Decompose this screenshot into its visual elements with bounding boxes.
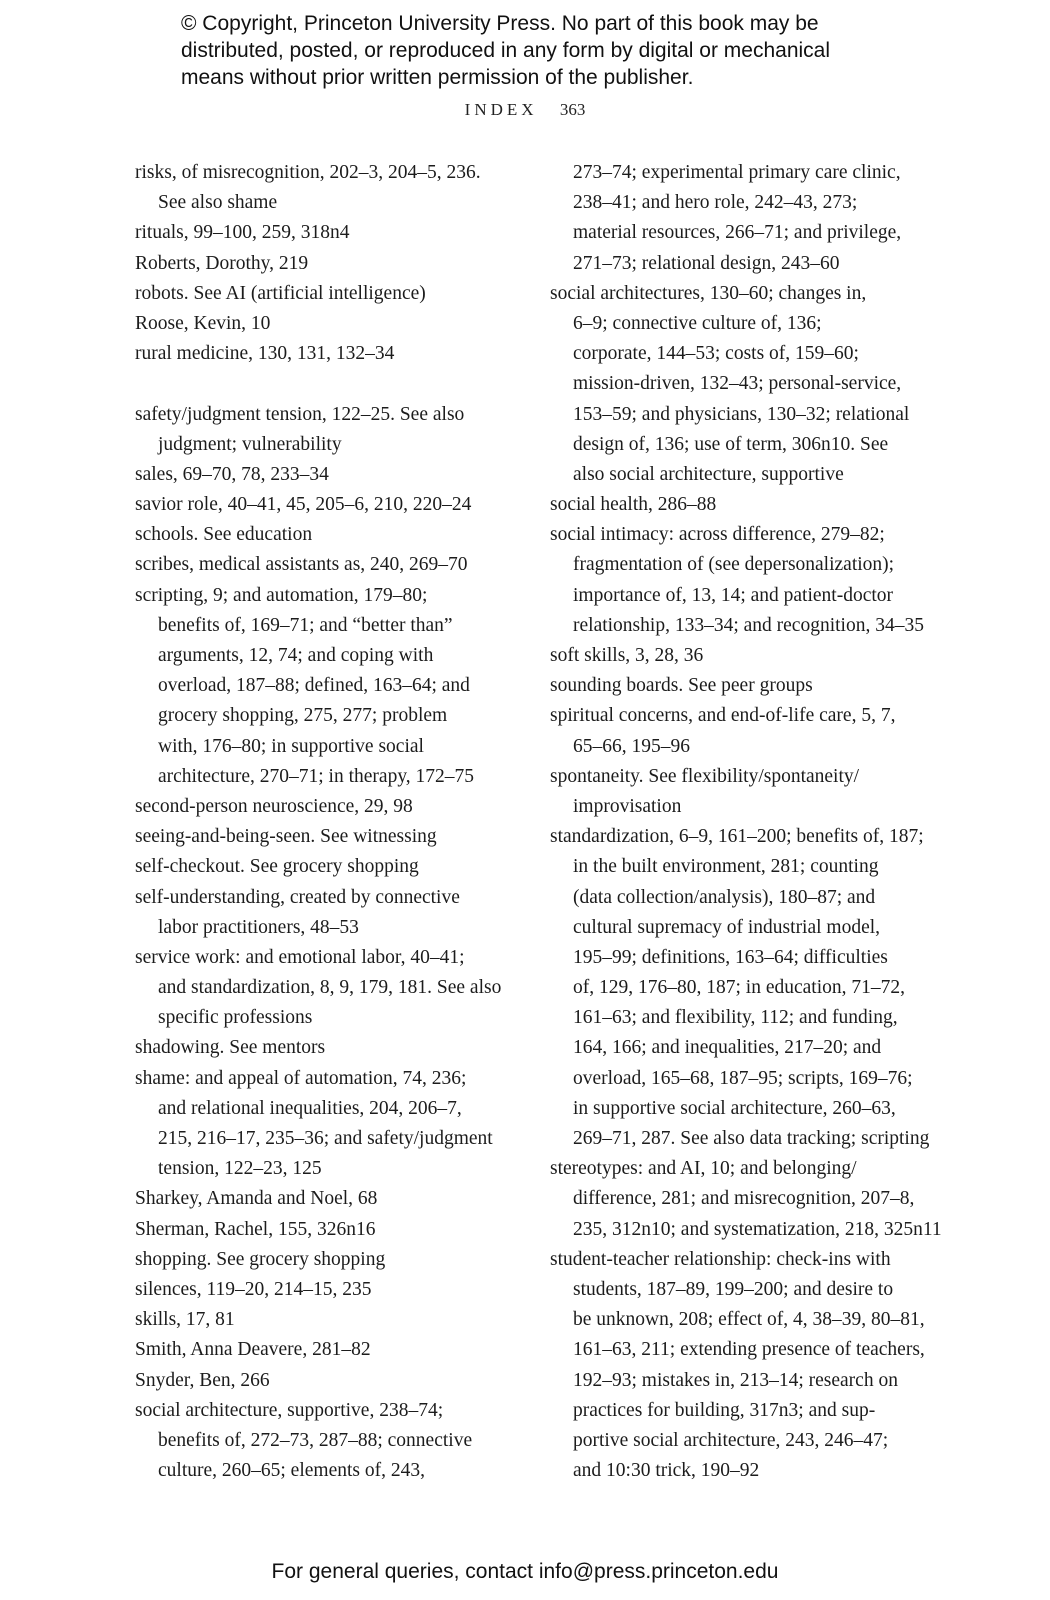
index-entry: stereotypes: and AI, 10; and belonging/ bbox=[550, 1158, 857, 1180]
index-entry-continuation: 195–99; definitions, 163–64; difficulties bbox=[573, 946, 888, 968]
index-entry: social architectures, 130–60; changes in, bbox=[550, 282, 867, 304]
index-entry: sales, 69–70, 78, 233–34 bbox=[135, 463, 329, 485]
index-entry-continuation: overload, 165–68, 187–95; scripts, 169–76; bbox=[573, 1067, 913, 1089]
index-entry: skills, 17, 81 bbox=[135, 1309, 235, 1331]
index-entry-continuation: corporate, 144–53; costs of, 159–60; bbox=[573, 343, 859, 365]
index-entry: Snyder, Ben, 266 bbox=[135, 1369, 270, 1391]
index-entry-continuation: benefits of, 272–73, 287–88; connective bbox=[158, 1429, 473, 1451]
index-entry-continuation: difference, 281; and misrecognition, 207–8, bbox=[573, 1188, 915, 1210]
index-entry: social health, 286–88 bbox=[550, 494, 717, 516]
index-entry: soft skills, 3, 28, 36 bbox=[550, 645, 704, 666]
index-entry-continuation: 164, 166; and inequalities, 217–20; and bbox=[573, 1037, 882, 1059]
index-entry-continuation: be unknown, 208; effect of, 4, 38–39, 80–81, bbox=[573, 1309, 925, 1331]
index-entry-continuation: students, 187–89, 199–200; and desire to bbox=[573, 1278, 894, 1300]
index-entry: self-checkout. See grocery shopping bbox=[135, 856, 419, 878]
index-entry: scripting, 9; and automation, 179–80; bbox=[135, 584, 428, 606]
index-entry: robots. See AI (artificial intelligence) bbox=[135, 282, 426, 304]
index-entry: spontaneity. See flexibility/spontaneity/ bbox=[550, 765, 860, 787]
index-entry: Sharkey, Amanda and Noel, 68 bbox=[135, 1188, 378, 1210]
index-entry-continuation: 65–66, 195–96 bbox=[573, 735, 690, 757]
index-entry-continuation: in supportive social architecture, 260–63, bbox=[573, 1097, 896, 1119]
index-entry: student-teacher relationship: check-ins with bbox=[550, 1248, 891, 1270]
page-number: 363 bbox=[559, 100, 586, 119]
index-entry-continuation: and standardization, 8, 9, 179, 181. See also bbox=[158, 977, 502, 999]
index-entry-continuation: overload, 187–88; defined, 163–64; and bbox=[158, 675, 470, 697]
index-entry: shadowing. See mentors bbox=[135, 1037, 326, 1059]
index-entry: Roose, Kevin, 10 bbox=[135, 312, 271, 334]
index-entry: seeing-and-being-seen. See witnessing bbox=[135, 826, 437, 848]
index-entry: rituals, 99–100, 259, 318n4 bbox=[135, 222, 350, 244]
index-entry-continuation: material resources, 266–71; and privilege, bbox=[573, 222, 902, 244]
index-entry-continuation: relationship, 133–34; and recognition, 34–35 bbox=[573, 614, 924, 636]
index-entry: sounding boards. See peer groups bbox=[550, 675, 813, 697]
index-entry-continuation: See also shame bbox=[158, 192, 278, 214]
copyright-line: distributed, posted, or reproduced in any form by digital or mechanical bbox=[181, 39, 831, 62]
index-column-left bbox=[135, 158, 510, 1486]
index-entry-continuation: 161–63, 211; extending presence of teachers, bbox=[573, 1339, 925, 1361]
copyright-line: © Copyright, Princeton University Press. No part of this book may be bbox=[181, 12, 819, 35]
index-entry-continuation: culture, 260–65; elements of, 243, bbox=[158, 1460, 425, 1482]
index-entry-continuation: labor practitioners, 48–53 bbox=[158, 916, 359, 938]
index-entry: shame: and appeal of automation, 74, 236; bbox=[135, 1067, 467, 1089]
index-entry-continuation: 271–73; relational design, 243–60 bbox=[573, 252, 840, 274]
index-entry-continuation: 235, 312n10; and systematization, 218, 325n11 bbox=[573, 1218, 942, 1240]
index-entry: safety/judgment tension, 122–25. See also bbox=[135, 403, 465, 425]
index-entry-continuation: portive social architecture, 243, 246–47; bbox=[573, 1429, 889, 1451]
index-entry: Roberts, Dorothy, 219 bbox=[135, 252, 309, 274]
index-entry-continuation: judgment; vulnerability bbox=[158, 433, 342, 455]
index-entry-continuation: (data collection/analysis), 180–87; and bbox=[573, 886, 876, 908]
index-entry: scribes, medical assistants as, 240, 269–70 bbox=[135, 554, 468, 576]
index-entry-continuation: and relational inequalities, 204, 206–7, bbox=[158, 1097, 462, 1119]
index-entry-continuation: practices for building, 317n3; and sup- bbox=[573, 1399, 876, 1421]
index-entry: spiritual concerns, and end-of-life care, 5, 7, bbox=[550, 705, 896, 727]
index-entry: social architecture, supportive, 238–74; bbox=[135, 1399, 444, 1421]
index-entry-continuation: 273–74; experimental primary care clinic, bbox=[573, 162, 901, 183]
index-entry-continuation: in the built environment, 281; counting bbox=[573, 856, 879, 878]
index-entry: risks, of misrecognition, 202–3, 204–5, 236. bbox=[135, 162, 481, 183]
index-entry-continuation: 269–71, 287. See also data tracking; scripting bbox=[573, 1128, 930, 1149]
running-head bbox=[0, 100, 1050, 120]
index-entry: standardization, 6–9, 161–200; benefits of, 187; bbox=[550, 826, 924, 848]
index-column-right bbox=[550, 158, 942, 1486]
index-entry-continuation: architecture, 270–71; in therapy, 172–75 bbox=[158, 765, 475, 787]
copyright-notice bbox=[181, 10, 961, 91]
index-entry-continuation: cultural supremacy of industrial model, bbox=[573, 916, 881, 938]
index-entry-continuation: also social architecture, supportive bbox=[573, 463, 844, 485]
index-entry-continuation: of, 129, 176–80, 187; in education, 71–72, bbox=[573, 977, 906, 999]
section-label: INDEX bbox=[464, 100, 538, 119]
index-entry: silences, 119–20, 214–15, 235 bbox=[135, 1278, 372, 1300]
index-entry: social intimacy: across difference, 279–82; bbox=[550, 524, 885, 546]
footer-contact: For general queries, contact info@press.princeton.edu bbox=[271, 1560, 779, 1583]
index-entry-continuation: benefits of, 169–71; and “better than” bbox=[158, 614, 453, 636]
index-entry-continuation: grocery shopping, 275, 277; problem bbox=[158, 705, 448, 727]
index-entry-continuation: 215, 216–17, 235–36; and safety/judgment bbox=[158, 1128, 493, 1149]
section-break bbox=[135, 369, 510, 399]
index-entry: rural medicine, 130, 131, 132–34 bbox=[135, 343, 395, 365]
index-entry: Sherman, Rachel, 155, 326n16 bbox=[135, 1218, 376, 1240]
index-entry-continuation: improvisation bbox=[573, 795, 682, 817]
index-entry-continuation: arguments, 12, 74; and coping with bbox=[158, 645, 434, 666]
index-entry: self-understanding, created by connective bbox=[135, 886, 460, 908]
copyright-line: means without prior written permission of the publisher. bbox=[181, 66, 694, 89]
index-entry-continuation: 238–41; and hero role, 242–43, 273; bbox=[573, 192, 858, 214]
index-entry-continuation: tension, 122–23, 125 bbox=[158, 1158, 322, 1180]
index-entry: shopping. See grocery shopping bbox=[135, 1248, 386, 1270]
index-entry-continuation: with, 176–80; in supportive social bbox=[158, 735, 424, 757]
index-entry: second-person neuroscience, 29, 98 bbox=[135, 795, 413, 817]
index-entry: savior role, 40–41, 45, 205–6, 210, 220–24 bbox=[135, 494, 472, 516]
index-entry: Smith, Anna Deavere, 281–82 bbox=[135, 1339, 371, 1361]
index-entry-continuation: and 10:30 trick, 190–92 bbox=[573, 1460, 760, 1482]
index-entry-continuation: importance of, 13, 14; and patient-doctor bbox=[573, 584, 894, 606]
index-entry-continuation: mission-driven, 132–43; personal-service, bbox=[573, 373, 902, 395]
index-entry: service work: and emotional labor, 40–41; bbox=[135, 946, 465, 968]
index-entry-continuation: fragmentation of (see depersonalization); bbox=[573, 554, 895, 576]
index-entry-continuation: 192–93; mistakes in, 213–14; research on bbox=[573, 1369, 898, 1391]
index-entry-continuation: 161–63; and flexibility, 112; and funding, bbox=[573, 1007, 898, 1029]
index-entry-continuation: 6–9; connective culture of, 136; bbox=[573, 312, 822, 334]
index-entry-continuation: 153–59; and physicians, 130–32; relational bbox=[573, 403, 910, 425]
index-entry: schools. See education bbox=[135, 524, 313, 546]
index-entry-continuation: specific professions bbox=[158, 1007, 313, 1029]
index-entry-continuation: design of, 136; use of term, 306n10. See bbox=[573, 433, 889, 455]
